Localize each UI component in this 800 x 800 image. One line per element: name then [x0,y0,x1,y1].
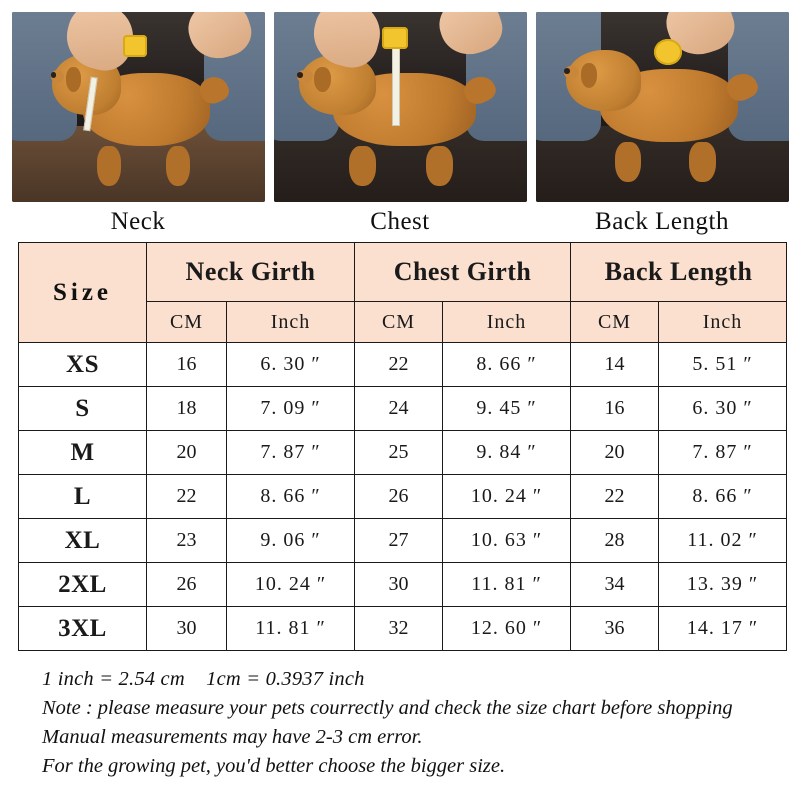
cell-chest-cm: 22 [355,343,443,387]
table-row [19,607,787,651]
table-body [19,343,787,651]
cell-neck-cm: 20 [147,431,227,475]
note-conversion: 1 inch = 2.54 cm 1cm = 0.3937 inch [42,668,365,690]
dog-ear [581,63,597,88]
cell-chest-cm: 32 [355,607,443,651]
cell-back-inch: 7. 87 ″ [659,431,787,475]
dog-back-leg [426,146,453,186]
cell-neck-inch: 6. 30 ″ [227,343,355,387]
cell-chest-inch: 9. 45 ″ [443,387,571,431]
note-growing-pet: For the growing pet, you'd better choose the bigger size. [42,755,506,778]
cell-chest-inch: 9. 84 ″ [443,431,571,475]
cell-chest-cm: 25 [355,431,443,475]
header-back-length: Back Length [571,243,787,302]
unit-chest-inch: Inch [443,302,571,343]
photo-caption-chest: Chest [370,208,430,235]
cell-chest-inch: 8. 66 ″ [443,343,571,387]
unit-chest-cm: CM [355,302,443,343]
dog-nose [51,72,57,78]
tape-measure-case [654,39,682,65]
dog-ear [314,67,331,92]
cell-neck-inch: 10. 24 ″ [227,563,355,607]
cell-neck-inch: 7. 87 ″ [227,431,355,475]
cell-neck-inch: 7. 09 ″ [227,387,355,431]
cell-neck-cm: 23 [147,519,227,563]
photo-caption-back-length: Back Length [595,208,729,235]
cell-neck-cm: 18 [147,387,227,431]
cell-chest-inch: 12. 60 ″ [443,607,571,651]
cell-back-cm: 34 [571,563,659,607]
cell-size: XL [19,519,147,563]
cell-neck-cm: 26 [147,563,227,607]
cell-back-cm: 22 [571,475,659,519]
cell-back-inch: 5. 51 ″ [659,343,787,387]
photo-neck-measurement [12,12,265,202]
cell-chest-cm: 24 [355,387,443,431]
cell-chest-inch: 10. 63 ″ [443,519,571,563]
cell-neck-inch: 11. 81 ″ [227,607,355,651]
tape-measure-strip [392,46,400,126]
table-row [19,431,787,475]
photo-back-length-measurement [536,12,789,202]
cell-size: M [19,431,147,475]
cell-neck-cm: 16 [147,343,227,387]
cell-back-cm: 28 [571,519,659,563]
unit-back-cm: CM [571,302,659,343]
header-neck-girth: Neck Girth [147,243,355,302]
size-table-wrapper [10,242,790,651]
cell-size: 3XL [19,607,147,651]
dog-back-leg [166,146,190,186]
table-row [19,519,787,563]
table-row [19,475,787,519]
cell-size: S [19,387,147,431]
cell-chest-cm: 30 [355,563,443,607]
notes-block [10,665,790,781]
plush-dog [52,54,224,172]
photo-cell-back-length [536,12,789,236]
photo-chest-measurement [274,12,527,202]
plush-dog [566,50,753,168]
table-row [19,343,787,387]
dog-ear [66,67,81,92]
cell-chest-inch: 11. 81 ″ [443,563,571,607]
dog-front-leg [615,142,641,182]
photo-caption-neck: Neck [110,208,166,235]
dog-back-leg [689,142,715,182]
unit-neck-cm: CM [147,302,227,343]
cell-neck-cm: 30 [147,607,227,651]
note-error: Manual measurements may have 2-3 cm error. [42,726,423,749]
cell-neck-inch: 9. 06 ″ [227,519,355,563]
unit-neck-inch: Inch [227,302,355,343]
cell-neck-cm: 22 [147,475,227,519]
table-row [19,563,787,607]
dog-head [566,50,641,111]
cell-size: L [19,475,147,519]
cell-back-inch: 13. 39 ″ [659,563,787,607]
cell-chest-cm: 27 [355,519,443,563]
measurement-photo-strip [10,12,790,236]
dog-front-leg [97,146,121,186]
tape-measure-case [123,35,147,57]
cell-back-inch: 8. 66 ″ [659,475,787,519]
dog-front-leg [349,146,376,186]
cell-back-cm: 36 [571,607,659,651]
cell-chest-cm: 26 [355,475,443,519]
cell-back-inch: 14. 17 ″ [659,607,787,651]
cell-back-cm: 20 [571,431,659,475]
header-size: Size [19,243,147,343]
photo-cell-chest [274,12,527,236]
cell-size: 2XL [19,563,147,607]
table-row [19,387,787,431]
cell-neck-inch: 8. 66 ″ [227,475,355,519]
photo-cell-neck [12,12,265,236]
cell-chest-inch: 10. 24 ″ [443,475,571,519]
size-table [18,242,787,651]
header-chest-girth: Chest Girth [355,243,571,302]
tape-measure-case [382,27,408,49]
cell-back-inch: 11. 02 ″ [659,519,787,563]
note-measure: Note : please measure your pets courrectly and check the size chart before shopping [42,697,733,720]
cell-back-cm: 14 [571,343,659,387]
cell-back-cm: 16 [571,387,659,431]
cell-size: XS [19,343,147,387]
cell-back-inch: 6. 30 ″ [659,387,787,431]
unit-back-inch: Inch [659,302,787,343]
table-header-row [19,243,787,302]
